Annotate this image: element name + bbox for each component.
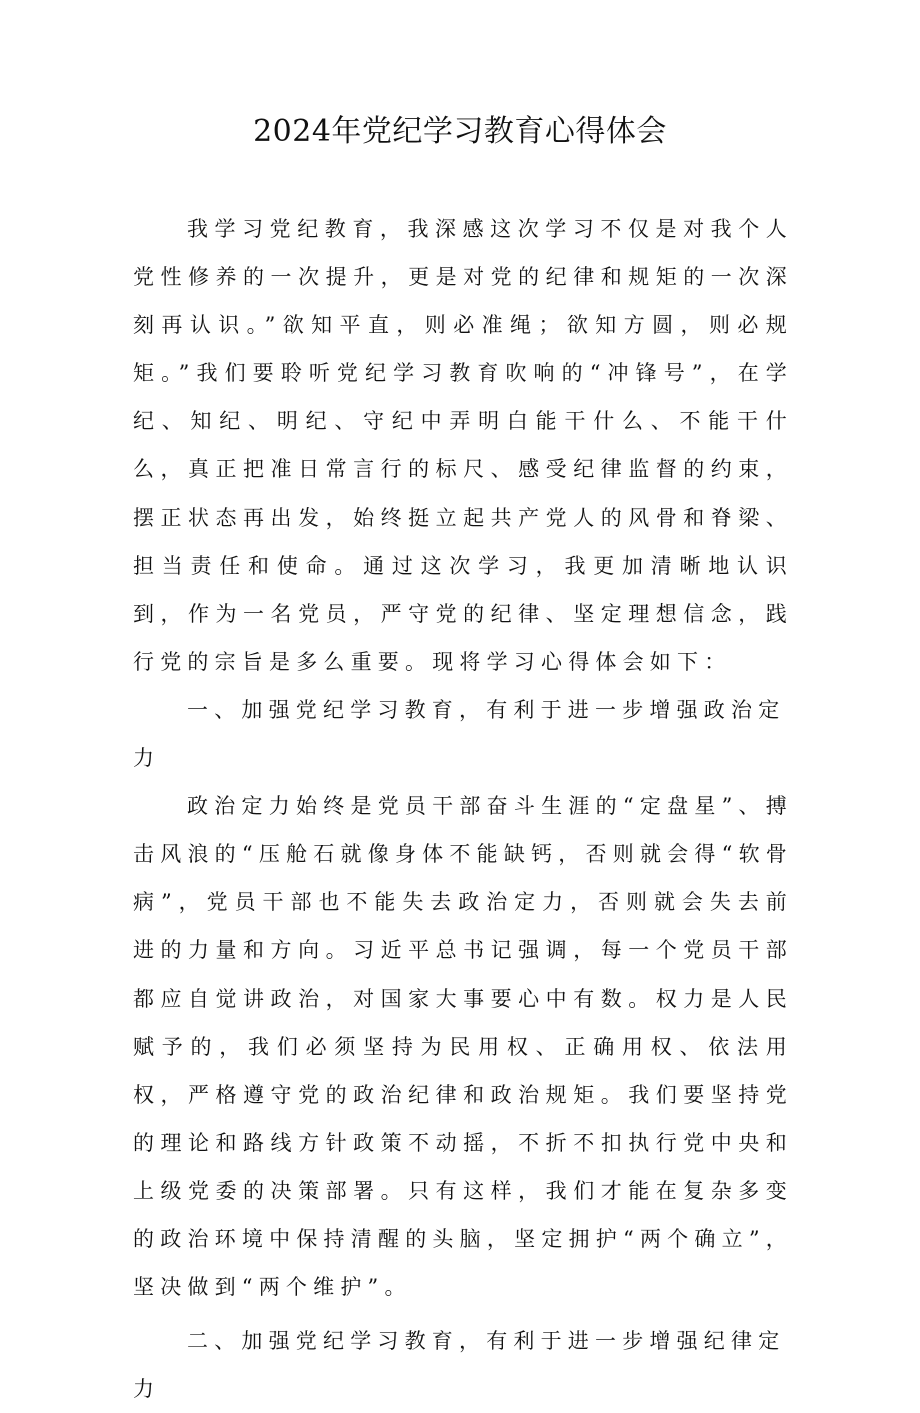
section-heading-2: 二、加强党纪学习教育，有利于进一步增强纪律定力 <box>133 1329 786 1402</box>
section-1-paragraph: 政治定力始终是党员干部奋斗生涯的“定盘星”、搏击风浪的“压舱石就像身体不能缺钙，否则就会得“软骨病”，党员干部也不能失去政治定力，否则就会失去前进的力量和方向。习近平总书记强调，每一个党员干部都应自觉讲政治，对国家大事要心中有数。权力是人民赋予的，我们必须坚持为民用权、正确用权、依法用权，严格遵守党的政治纪律和政治规矩。我们要坚持党的理论和路线方针政策不动摇，不折不扣执行党中央和上级党委的决策部署。只有这样，我们才能在复杂多变的政治环境中保持清醒的头脑，坚定拥护“两个确立”，坚决做到“两个维护”。 <box>133 794 793 1300</box>
document-title: 2024年党纪学习教育心得体会 <box>253 114 667 149</box>
section-heading-1: 一、加强党纪学习教育，有利于进一步增强政治定力 <box>133 697 786 771</box>
intro-paragraph: 我学习党纪教育，我深感这次学习不仅是对我个人党性修养的一次提升，更是对党的纪律和规矩的一次深刻再认识。”欲知平直，则必准绳；欲知方圆，则必规矩。”我们要聆听党纪学习教育吹响的“冲锋号”，在学纪、知纪、明纪、守纪中弄明白能干什么、不能干什么，真正把准日常言行的标尺、感受纪律监督的约束，摆正状态再出发，始终挺立起共产党人的风骨和脊梁、担当责任和使命。通过这次学习，我更加清晰地认识到，作为一名党员，严守党的纪律、坚定理想信念，践行党的宗旨是多么重要。现将学习心得体会如下： <box>133 217 793 674</box>
document-body <box>133 205 793 1413</box>
